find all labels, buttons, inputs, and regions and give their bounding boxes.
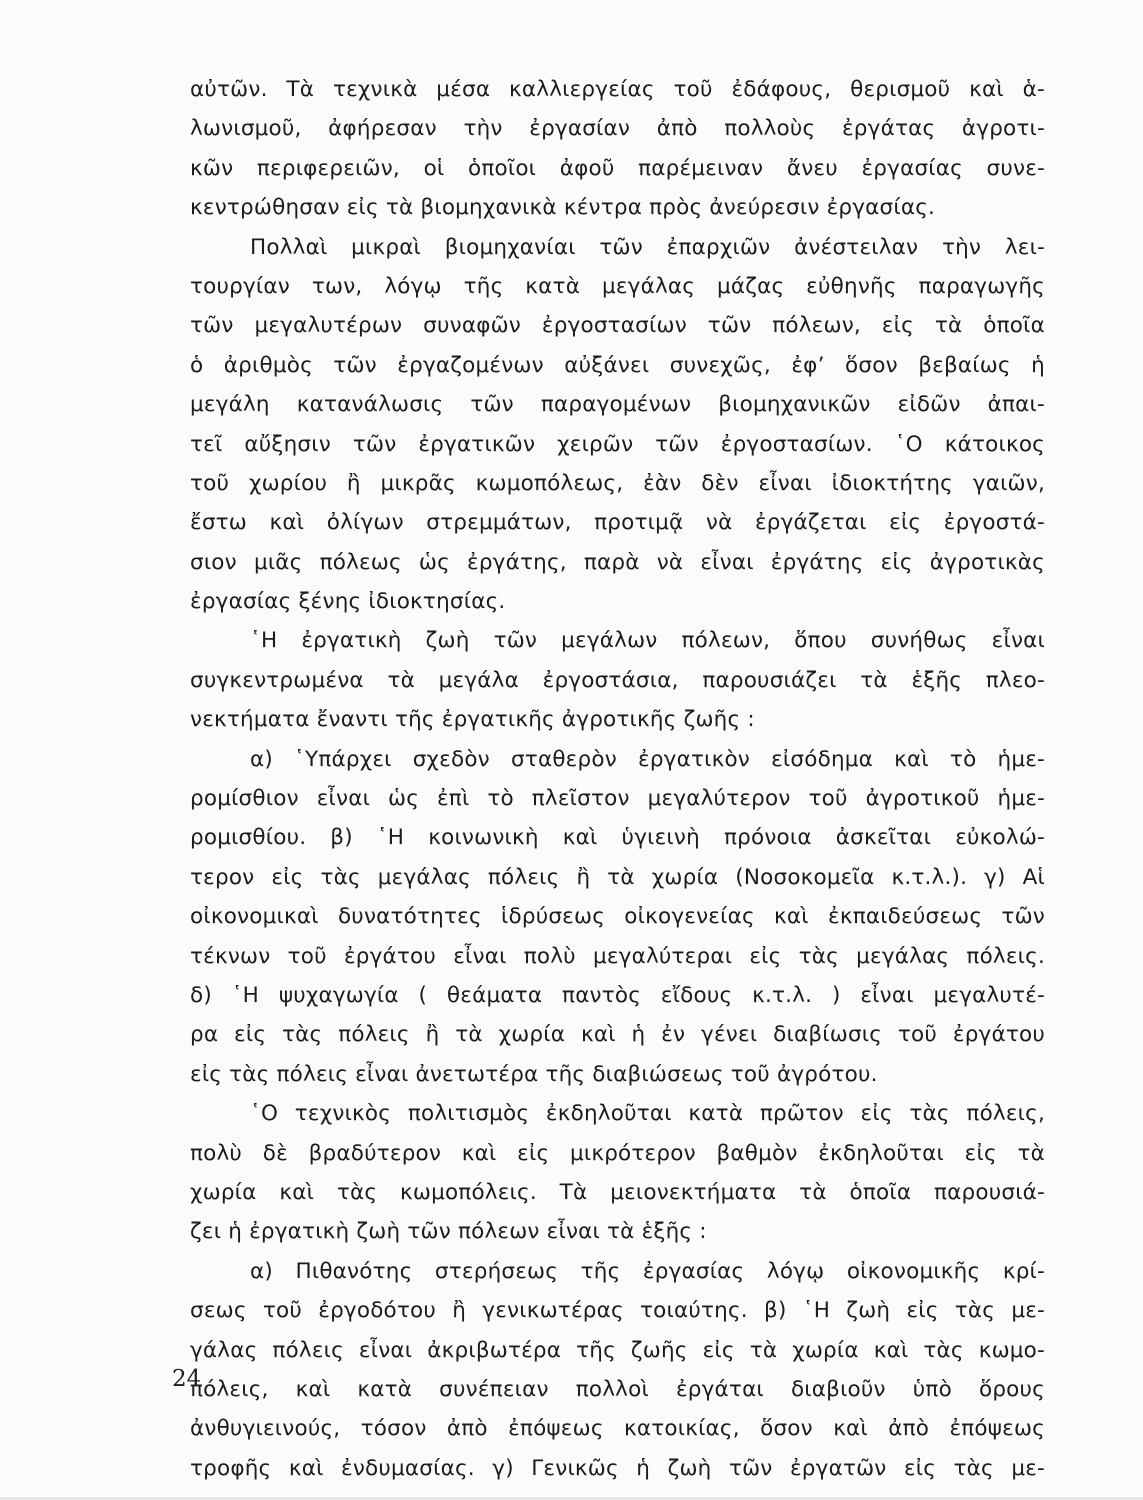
text-line: δ) ῾Η ψυχαγωγία ( θεάματα παντὸς εἴδους κ.τ.λ. ) εἶναι μεγαλυτέ- <box>190 982 1045 1008</box>
text-line: ῾Ο τεχνικὸς πολιτισμὸς ἐκδηλοῦται κατὰ πρῶτον εἰς τὰς πόλεις, <box>250 1101 1045 1127</box>
text-line: ὁ ἀριθμὸς τῶν ἐργαζομένων αὐξάνει συνεχῶς, ἐφ’ ὅσον βεβαίως ἡ <box>190 352 1045 378</box>
text-line: τερον εἰς τὰς μεγάλας πόλεις ἢ τὰ χωρία (Νοσοκομεῖα κ.τ.λ.). γ) Αἱ <box>190 864 1045 890</box>
text-line: λωνισμοῦ, ἀφήρεσαν τὴν ἐργασίαν ἀπὸ πολλοὺς ἐργάτας ἀγροτι- <box>190 116 1045 142</box>
text-line: εἰς τὰς πόλεις εἶναι ἀνετωτέρα τῆς διαβιώσεως τοῦ ἀγρότου. <box>190 1061 878 1087</box>
text-line: χωρία καὶ τὰς κωμοπόλεις. Τὰ μειονεκτήματα τὰ ὁποῖα παρουσιά- <box>190 1179 1045 1205</box>
text-line: τεῖ αὔξησιν τῶν ἐργατικῶν χειρῶν τῶν ἐργοστασίων. ῾Ο κάτοικος <box>190 431 1045 457</box>
text-line: οἰκονομικαὶ δυνατότητες ἱδρύσεως οἰκογενείας καὶ ἐκπαιδεύσεως τῶν <box>190 904 1045 930</box>
text-line: γάλας πόλεις εἶναι ἀκριβωτέρα τῆς ζωῆς εἰς τὰ χωρία καὶ τὰς κωμο- <box>190 1337 1045 1363</box>
text-line: τέκνων τοῦ ἐργάτου εἶναι πολὺ μεγαλύτεραι εἰς τὰς μεγάλας πόλεις. <box>190 943 1045 969</box>
text-line: ἐργασίας ξένης ἰδιοκτησίας. <box>190 589 506 615</box>
text-line: Πολλαὶ μικραὶ βιομηχανίαι τῶν ἐπαρχιῶν ἀνέστειλαν τὴν λει- <box>250 234 1045 260</box>
text-line: τοῦ χωρίου ἢ μικρᾶς κωμοπόλεως, ἐὰν δὲν εἶναι ἰδιοκτήτης γαιῶν, <box>190 470 1045 496</box>
text-line: αὐτῶν. Τὰ τεχνικὰ μέσα καλλιεργείας τοῦ ἐδάφους, θερισμοῦ καὶ ἁ- <box>190 77 1045 102</box>
text-line: πολὺ δὲ βραδύτερον καὶ εἰς μικρότερον βαθμὸν ἐκδηλοῦται εἰς τὰ <box>190 1140 1045 1166</box>
text-line: κῶν περιφερειῶν, οἱ ὁποῖοι ἀφοῦ παρέμειναν ἄνευ ἐργασίας συνε- <box>190 155 1045 181</box>
text-line: μεγάλη κατανάλωσις τῶν παραγομένων βιομηχανικῶν εἰδῶν ἀπαι- <box>190 392 1045 418</box>
text-line: α) Πιθανότης στερήσεως τῆς ἐργασίας λόγῳ οἰκονομικῆς κρί- <box>250 1258 1045 1284</box>
body-text <box>190 70 1045 1488</box>
text-line: ἀνθυγιεινούς, τόσον ἀπὸ ἐπόψεως κατοικίας, ὅσον καὶ ἀπὸ ἐπόψεως <box>190 1416 1045 1442</box>
text-line: νεκτήματα ἔναντι τῆς ἐργατικῆς ἀγροτικῆς ζωῆς : <box>190 707 755 733</box>
text-line: ρομίσθιον εἶναι ὡς ἐπὶ τὸ πλεῖστον μεγαλύτερον τοῦ ἀγροτικοῦ ἡμε- <box>190 786 1045 812</box>
text-line: πόλεις, καὶ κατὰ συνέπειαν πολλοὶ ἐργάται διαβιοῦν ὑπὸ ὅρους <box>190 1376 1045 1402</box>
text-line: κεντρώθησαν εἰς τὰ βιομηχανικὰ κέντρα πρὸς ἀνεύρεσιν ἐργασίας. <box>190 195 936 221</box>
text-line: σεως τοῦ ἐργοδότου ἢ γενικωτέρας τοιαύτης. β) ῾Η ζωὴ εἰς τὰς με- <box>190 1298 1045 1324</box>
text-line: ἔστω καὶ ὀλίγων στρεμμάτων, προτιμᾷ νὰ ἐργάζεται εἰς ἐργοστά- <box>190 510 1045 536</box>
text-line: τροφῆς καὶ ἐνδυμασίας. γ) Γενικῶς ἡ ζωὴ τῶν ἐργατῶν εἰς τὰς με- <box>190 1455 1045 1481</box>
text-line: σιον μιᾶς πόλεως ὡς ἐργάτης, παρὰ νὰ εἶναι ἐργάτης εἰς ἀγροτικὰς <box>190 549 1045 575</box>
text-line: ζει ἡ ἐργατικὴ ζωὴ τῶν πόλεων εἶναι τὰ ἑξῆς : <box>190 1219 707 1245</box>
page-number: 24 <box>172 1366 202 1392</box>
text-line: τῶν μεγαλυτέρων συναφῶν ἐργοστασίων τῶν πόλεων, εἰς τὰ ὁποῖα <box>190 313 1045 339</box>
text-line: ῾Η ἐργατικὴ ζωὴ τῶν μεγάλων πόλεων, ὅπου συνήθως εἶναι <box>250 628 1045 654</box>
text-line: τουργίαν των, λόγῳ τῆς κατὰ μεγάλας μάζας εὐθηνῆς παραγωγῆς <box>190 273 1045 299</box>
text-line: συγκεντρωμένα τὰ μεγάλα ἐργοστάσια, παρουσιάζει τὰ ἑξῆς πλεο- <box>190 667 1045 693</box>
text-line: α) ῾Υπάρχει σχεδὸν σταθερὸν ἐργατικὸν εἰσόδημα καὶ τὸ ἡμε- <box>250 746 1045 772</box>
text-line: ρομισθίου. β) ῾Η κοινωνικὴ καὶ ὑγιεινὴ πρόνοια ἀσκεῖται εὐκολώ- <box>190 825 1045 851</box>
text-line: ρα εἰς τὰς πόλεις ἢ τὰ χωρία καὶ ἡ ἐν γένει διαβίωσις τοῦ ἐργάτου <box>190 1022 1045 1048</box>
